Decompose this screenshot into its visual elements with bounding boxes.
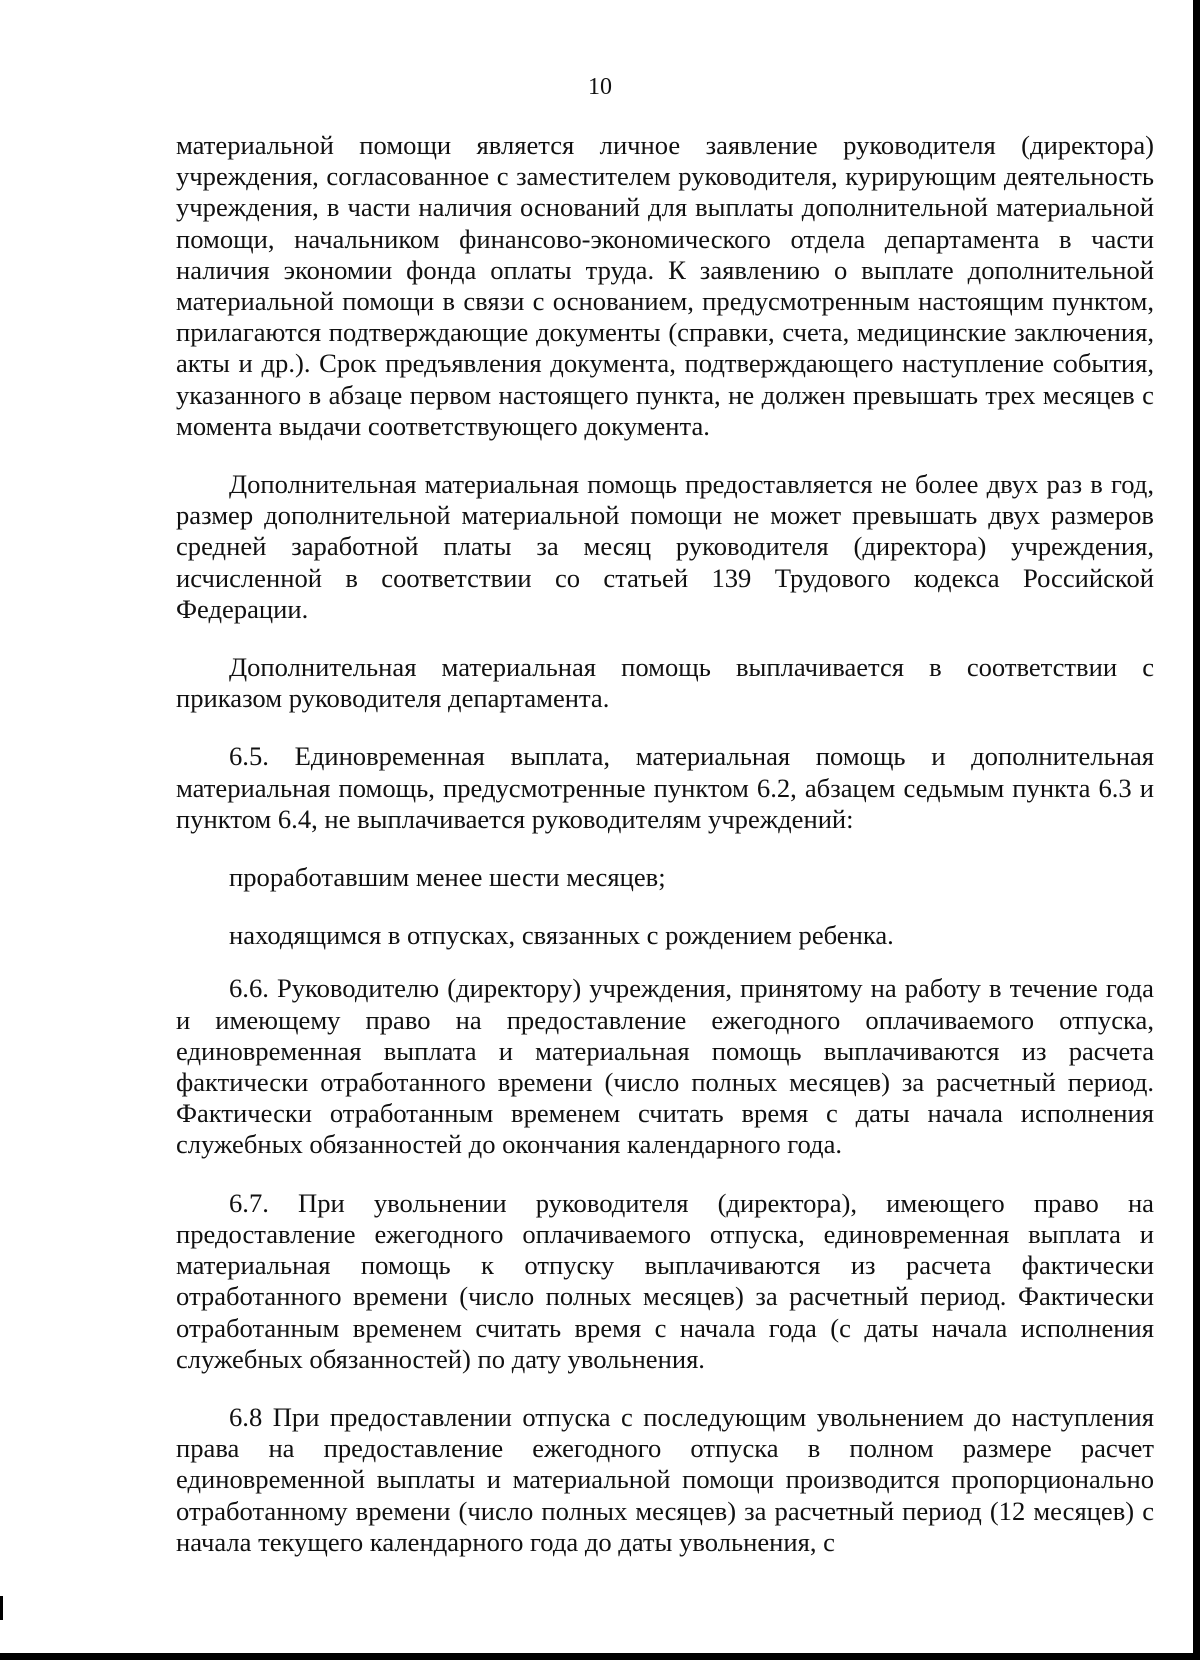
- list-item: находящимся в отпусках, связанных с рождением ребенка.: [229, 920, 894, 951]
- paragraph-6-8: 6.8 При предоставлении отпуска с последующим увольнением до наступления права на предоставление ежегодного отпуска в полном размере расчет единовременной выплаты и материальной помощи производится пропорционально отработанному времени (число полных месяцев) за расчетный период (12 месяцев) с начала текущего календарного года до даты увольнения, с: [176, 1401, 1154, 1557]
- paragraph: Дополнительная материальная помощь выплачивается в соответствии с приказом руководителя департамента.: [176, 652, 1154, 714]
- paragraph-6-5: 6.5. Единовременная выплата, материальная помощь и дополнительная материальная помощь, предусмотренные пунктом 6.2, абзацем седьмым пункта 6.3 и пунктом 6.4, не выплачивается руководителям учреждений:: [176, 741, 1154, 834]
- list-item: проработавшим менее шести месяцев;: [229, 862, 666, 893]
- paragraph-6-7: 6.7. При увольнении руководителя (директора), имеющего право на предоставление ежегодного оплачиваемого отпуска, единовременная выплата и материальная помощь к отпуску выплачиваются из расчета фактически отработанного времени (число полных месяцев) за расчетный период. Фактически отработанным временем считать время с начала года (с даты начала исполнения служебных обязанностей) по дату увольнения.: [176, 1187, 1154, 1374]
- document-body: [176, 130, 1154, 1558]
- paragraph-continuation: материальной помощи является личное заявление руководителя (директора) учреждения, согласованное с заместителем руководителя, курирующим деятельность учреждения, в части наличия оснований для выплаты дополнительной материальной помощи, начальником финансово-экономического отдела департамента в части наличия экономии фонда оплаты труда. К заявлению о выплате дополнительной материальной помощи в связи с основанием, предусмотренным настоящим пунктом, прилагаются подтверждающие документы (справки, счета, медицинские заключения, акты и др.). Срок предъявления документа, подтверждающего наступление события, указанного в абзаце первом настоящего пункта, не должен превышать трех месяцев с момента выдачи соответствующего документа.: [176, 130, 1154, 441]
- page-number: 10: [588, 74, 612, 100]
- scan-mark-left: [0, 1596, 3, 1620]
- scan-border-right: [1193, 0, 1200, 1660]
- paragraph-6-6: 6.6. Руководителю (директору) учреждения, принятому на работу в течение года и имеющему право на предоставление ежегодного оплачиваемого отпуска, единовременная выплата и материальная помощь выплачиваются из расчета фактически отработанного времени (число полных месяцев) за расчетный период. Фактически отработанным временем считать время с даты начала исполнения служебных обязанностей до окончания календарного года.: [176, 973, 1154, 1160]
- paragraph: Дополнительная материальная помощь предоставляется не более двух раз в год, размер дополнительной материальной помощи не может превышать двух размеров средней заработной платы за месяц руководителя (директора) учреждения, исчисленной в соответствии со статьей 139 Трудового кодекса Российской Федерации.: [176, 469, 1154, 624]
- scan-border-bottom: [0, 1653, 1200, 1660]
